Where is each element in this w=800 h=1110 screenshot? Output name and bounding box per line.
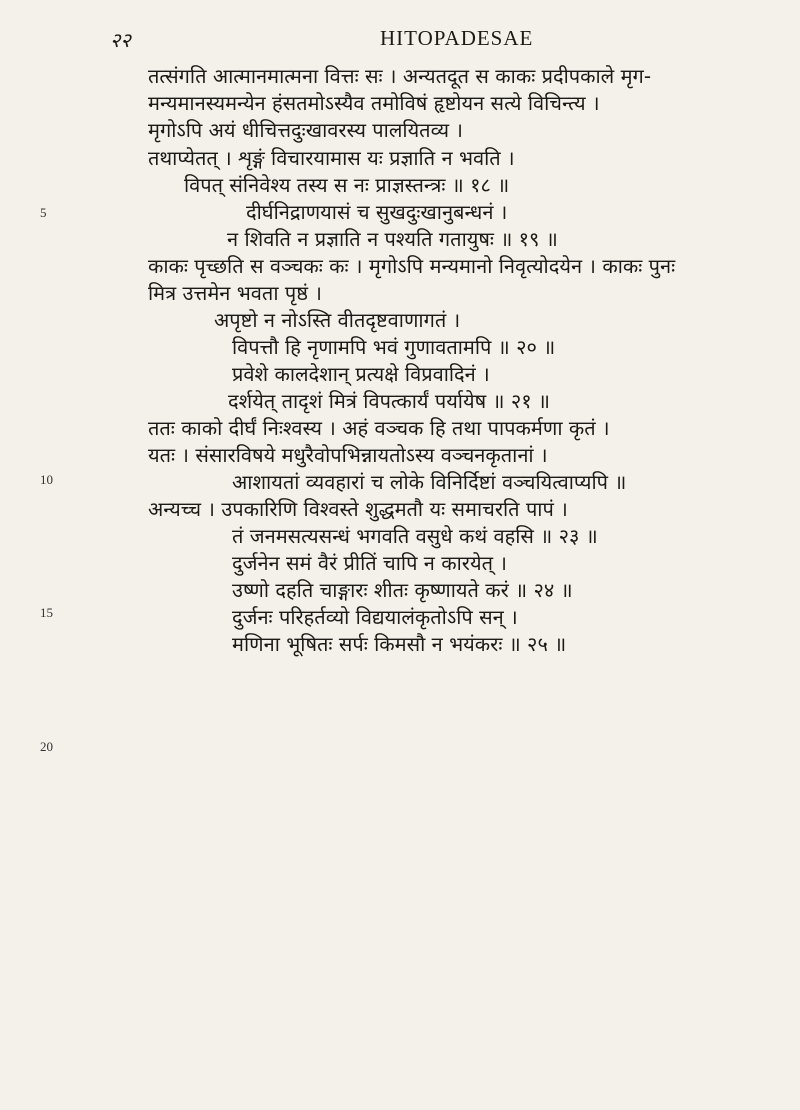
line-number: 15 — [40, 605, 53, 620]
text-line: मन्यमानस्यमन्येन हंसतमोऽस्यैव तमोविषं हृष्टोयन सत्ये विचिन्त्य । — [148, 91, 600, 115]
text-line: ततः काको दीर्घं निःश्वस्य । अहं वञ्चक हि तथा पापकर्मणा कृतं । — [148, 416, 610, 440]
text-line: दुर्जनेन समं वैरं प्रीतिं चापि न कारयेत् । — [232, 551, 507, 575]
text-line: काकः पृच्छति स वञ्चकः कः । मृगोऽपि मन्यमानो निवृत्योदयेन । काकः पुनः — [148, 254, 676, 278]
text-line: न शिवति न प्रज्ञाति न पश्यति गतायुषः ॥ १९ ॥ — [227, 227, 558, 251]
text-line: मणिना भूषितः सर्पः किमसौ न भयंकरः ॥ २५ ॥ — [232, 632, 567, 656]
line-number: 10 — [40, 472, 53, 487]
text-line: आशायतां व्यवहारां च लोके विनिर्दिष्टां वञ्चयित्वाप्यपि ॥ — [232, 470, 627, 494]
line-number: 20 — [40, 739, 53, 754]
text-line: मृगोऽपि अयं धीचित्तदुःखावरस्य पालयितव्य । — [148, 118, 463, 142]
page-header — [0, 18, 800, 58]
text-line: यतः । संसारविषये मधुरैवोपभिन्नायतोऽस्य वञ्चनकृतानां । — [148, 443, 548, 467]
text-line: प्रवेशे कालदेशान् प्रत्यक्षे विप्रवादिनं । — [232, 362, 490, 386]
text-line: अन्यच्च । उपकारिणि विश्वस्ते शुद्धमतौ यः समाचरति पापं । — [148, 497, 568, 521]
text-line: तत्संगति आत्मानमात्मना वित्तः सः । अन्यतदूत स काकः प्रदीपकाले मृग- — [148, 64, 652, 88]
text-line: दर्शयेत् तादृशं मित्रं विपत्कार्यं पर्यायेष ॥ २१ ॥ — [228, 389, 550, 413]
text-line: दुर्जनः परिहर्तव्यो विद्ययालंकृतोऽपि सन् । — [232, 605, 518, 629]
text-line: अपृष्टो न नोऽस्ति वीतदृष्टवाणागतं । — [214, 308, 461, 332]
text-line: मित्र उत्तमेन भवता पृष्ठं । — [148, 281, 322, 305]
text-line: तं जनमसत्यसन्धं भगवति वसुधे कथं वहसि ॥ २३ ॥ — [232, 524, 598, 548]
text-line: उष्णो दहति चाङ्गारः शीतः कृष्णायते करं ॥ २४ ॥ — [232, 578, 573, 602]
line-number: 5 — [40, 205, 47, 220]
running-title: HITOPADESAE — [380, 26, 534, 50]
page-number: २२ — [110, 28, 131, 52]
text-line: विपत्तौ हि नृणामपि भवं गुणावतामपि ॥ २० ॥ — [232, 335, 556, 359]
text-line: विपत् संनिवेश्य तस्य स नः प्राज्ञस्तन्त्रः ॥ १८ ॥ — [184, 173, 510, 197]
text-line: दीर्घनिद्राणयासं च सुखदुःखानुबन्धनं । — [246, 200, 508, 224]
text-line: तथाप्येतत् । शृङ्गं विचारयामास यः प्रज्ञाति न भवति । — [148, 146, 515, 170]
